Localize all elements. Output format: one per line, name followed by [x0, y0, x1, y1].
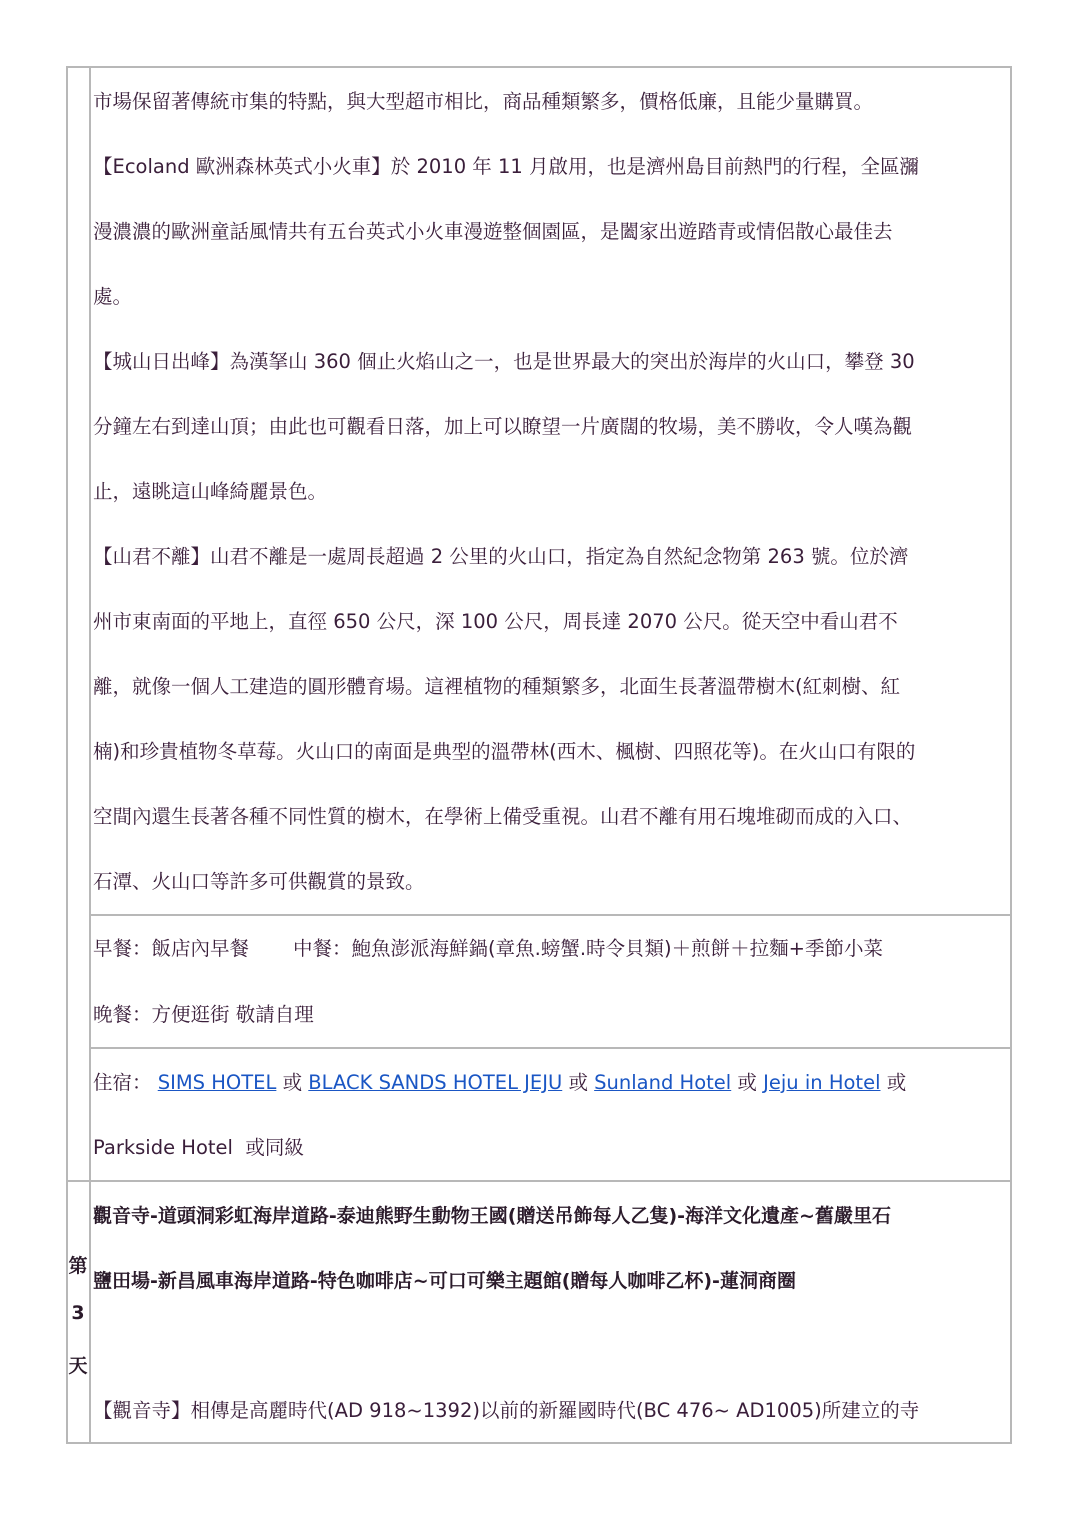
- paragraph-line: 【城山日出峰】為漢拏山 360 個止火焰山之一，也是世界最大的突出於海岸的火山口，攀登 30: [93, 350, 915, 373]
- breakfast-text: 早餐：飯店內早餐: [93, 937, 250, 960]
- hotel-link-jeju-in[interactable]: Jeju in Hotel: [763, 1071, 881, 1094]
- day3-route-line: 鹽田場-新昌風車海岸道路-特色咖啡店~可口可樂主題館(贈每人咖啡乙杯)-蓮洞商圈: [93, 1270, 796, 1292]
- hotel-link-sims[interactable]: SIMS HOTEL: [157, 1071, 277, 1094]
- paragraph-line: 漫濃濃的歐洲童話風情共有五台英式小火車漫遊整個園區，是闔家出遊踏青或情侶散心最佳去: [93, 220, 893, 243]
- paragraph-line: 【Ecoland 歐洲森林英式小火車】於 2010 年 11 月啟用，也是濟州島目前熱門的行程，全區瀰: [93, 155, 920, 178]
- hotel-link-sunland[interactable]: Sunland Hotel: [594, 1071, 732, 1094]
- table-column-divider: [89, 66, 91, 1444]
- paragraph-line: 楠)和珍貴植物冬草莓。火山口的南面是典型的溫帶林(西木、楓樹、四照花等)。在火山口有限的: [93, 740, 916, 763]
- paragraph-line: 市場保留著傳統市集的特點，與大型超市相比，商品種類繁多，價格低廉，且能少量購買。: [93, 90, 874, 113]
- day3-route-line: 觀音寺-道頭洞彩虹海岸道路-泰迪熊野生動物王國(贈送吊飾每人乙隻)-海洋文化遺產~舊嚴里石: [93, 1205, 891, 1227]
- hotel-link-black-sands[interactable]: BLACK SANDS HOTEL JEJU: [308, 1071, 563, 1094]
- row-divider: [89, 914, 1012, 916]
- meals-row: [93, 936, 883, 962]
- separator: 或: [568, 1071, 588, 1094]
- lodging-suffix: 或同級: [245, 1136, 304, 1159]
- dinner-text: 晚餐：方便逛街 敬請自理: [93, 1003, 314, 1026]
- lodging-label: 住宿：: [93, 1071, 152, 1094]
- row-divider: [89, 1047, 1012, 1049]
- day-label-number: 3: [71, 1302, 85, 1324]
- day3-paragraph-line: 【觀音寺】相傳是高麗時代(AD 918~1392)以前的新羅國時代(BC 476~ AD1005)所建立的寺: [93, 1399, 920, 1422]
- paragraph-line: 空間內還生長著各種不同性質的樹木，在學術上備受重視。山君不離有用石塊堆砌而成的入口、: [93, 805, 913, 828]
- row-divider: [66, 1180, 1012, 1182]
- hotel-name-parkside: Parkside Hotel: [93, 1136, 233, 1159]
- paragraph-line: 分鐘左右到達山頂；由此也可觀看日落，加上可以瞭望一片廣闊的牧場，美不勝收，令人嘆為觀: [93, 415, 913, 438]
- day-label-char: 天: [68, 1355, 88, 1377]
- paragraph-line: 【山君不離】山君不離是一處周長超過 2 公里的火山口，指定為自然紀念物第 263 號。位於濟: [93, 545, 909, 568]
- paragraph-line: 止，遠眺這山峰綺麗景色。: [93, 480, 328, 503]
- paragraph-line: 州市東南面的平地上，直徑 650 公尺，深 100 公尺，周長達 2070 公尺。從天空中看山君不: [93, 610, 898, 633]
- paragraph-line: 石潭、火山口等許多可供觀賞的景致。: [93, 870, 425, 893]
- separator: 或: [737, 1071, 757, 1094]
- separator: 或: [282, 1071, 303, 1094]
- lodging-row: [93, 1070, 906, 1096]
- day-label-char: 第: [68, 1255, 88, 1277]
- separator: 或: [886, 1071, 907, 1094]
- lodging-row-2: [93, 1135, 304, 1161]
- paragraph-line: 處。: [93, 285, 133, 308]
- paragraph-line: 離，就像一個人工建造的圓形體育場。這裡植物的種類繁多，北面生長著溫帶樹木(紅刺樹、紅: [93, 675, 901, 698]
- lunch-text: 中餐：鮑魚澎派海鮮鍋(章魚.螃蟹.時令貝類)＋煎餅＋拉麵+季節小菜: [293, 937, 883, 960]
